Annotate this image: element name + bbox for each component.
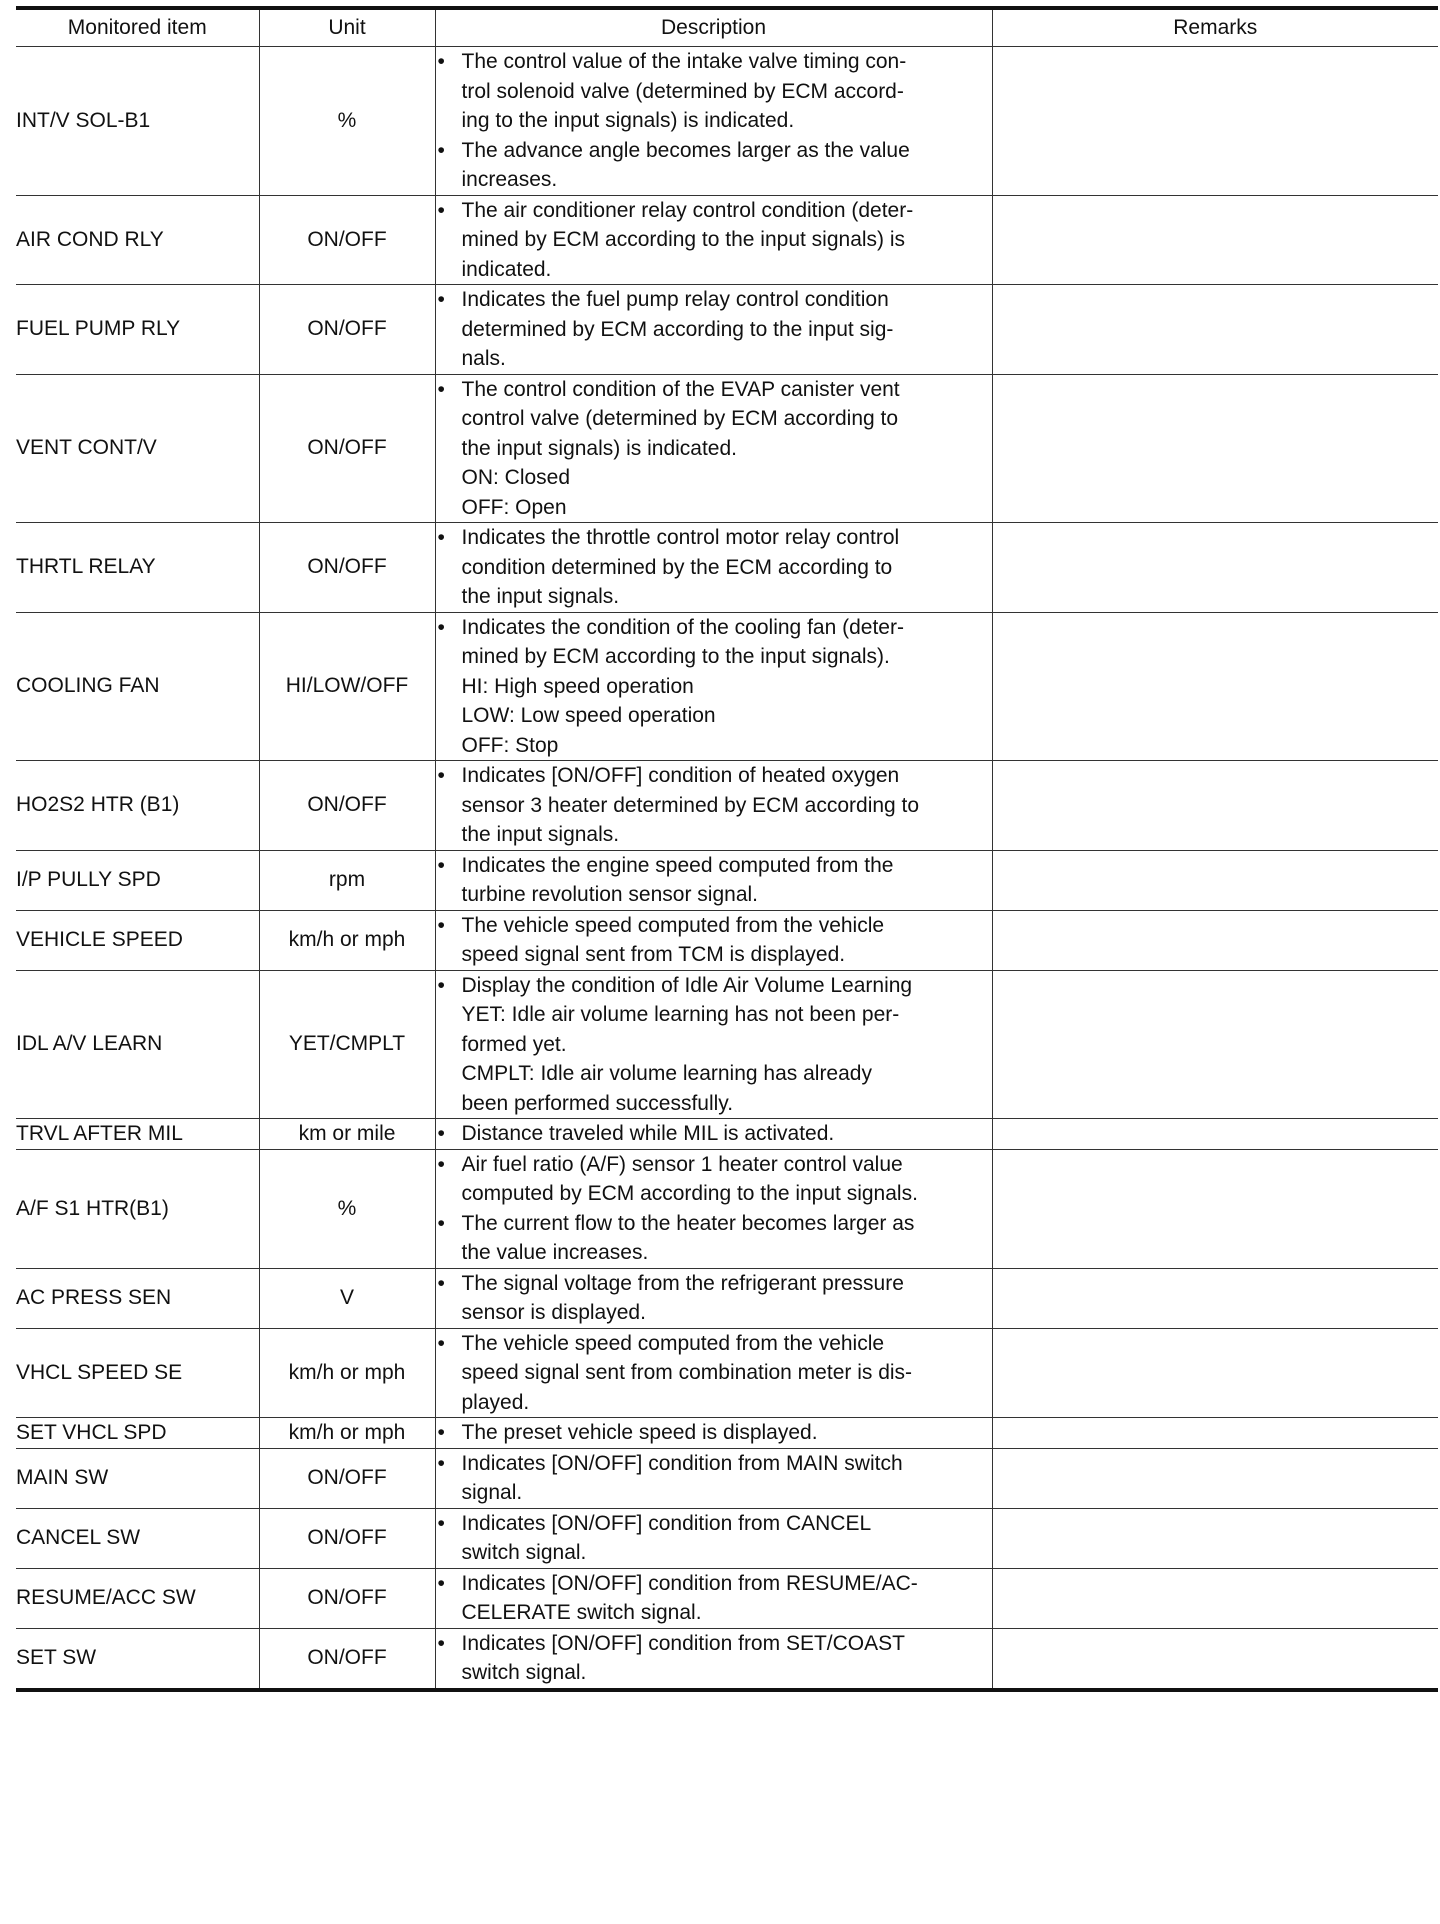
remarks-cell	[992, 850, 1438, 910]
description-line: mined by ECM according to the input signals).	[461, 645, 890, 668]
description-bullet-line: • The control condition of the EVAP canister vent	[436, 375, 992, 405]
description-line: speed signal sent from combination meter is dis-	[461, 1361, 913, 1384]
table-row	[16, 374, 1438, 523]
remarks-cell	[992, 285, 1438, 375]
monitored-item-cell: VENT CONT/V	[16, 374, 259, 523]
remarks-cell	[992, 195, 1438, 285]
description-line: HI: High speed operation	[461, 674, 694, 698]
description-bullet-line: • Indicates [ON/OFF] condition from CANCEL	[436, 1509, 992, 1539]
description-cell	[435, 761, 992, 851]
table-row	[16, 850, 1438, 910]
monitored-item-cell: VEHICLE SPEED	[16, 910, 259, 970]
monitored-item-cell: AC PRESS SEN	[16, 1268, 259, 1328]
description-bullet-line: • The vehicle speed computed from the vehicle	[436, 911, 992, 941]
description-line: YET: Idle air volume learning has not been per-	[461, 1003, 900, 1026]
table-row	[16, 1268, 1438, 1328]
monitored-item-cell: VHCL SPEED SE	[16, 1328, 259, 1418]
description-line: computed by ECM according to the input signals.	[461, 1182, 918, 1205]
monitored-item-cell: A/F S1 HTR(B1)	[16, 1149, 259, 1268]
unit-cell: km/h or mph	[259, 910, 435, 970]
description-line: OFF: Open	[461, 495, 567, 519]
description-bullet-line: • The advance angle becomes larger as the value	[436, 136, 992, 166]
description-line: sensor is displayed.	[461, 1301, 646, 1324]
description-bullet-line: • Indicates the fuel pump relay control condition	[436, 285, 992, 315]
description-bullet-line: • Indicates [ON/OFF] condition from SET/COAST	[436, 1629, 992, 1659]
monitored-item-cell: TRVL AFTER MIL	[16, 1119, 259, 1150]
description-cell	[435, 1448, 992, 1508]
description-bullet-line: • The current flow to the heater becomes larger as	[436, 1209, 992, 1239]
description-bullet-line: • The air conditioner relay control condition (deter-	[436, 196, 992, 226]
description-cell	[435, 1418, 992, 1449]
description-bullet-line: • Indicates the throttle control motor relay control	[436, 523, 992, 553]
table-row	[16, 970, 1438, 1119]
description-line: ON: Closed	[461, 466, 571, 489]
header-unit: Unit	[259, 8, 435, 47]
monitored-item-cell: IDL A/V LEARN	[16, 970, 259, 1119]
table-row	[16, 47, 1438, 196]
unit-cell: ON/OFF	[259, 374, 435, 523]
monitored-item-cell: INT/V SOL-B1	[16, 47, 259, 196]
remarks-cell	[992, 761, 1438, 851]
monitored-item-cell: SET SW	[16, 1628, 259, 1690]
unit-cell: V	[259, 1268, 435, 1328]
description-line: the value increases.	[461, 1241, 649, 1264]
unit-cell: %	[259, 47, 435, 196]
description-bullet-line: • Air fuel ratio (A/F) sensor 1 heater control value	[436, 1150, 992, 1180]
description-bullet-line: • Indicates the condition of the cooling fan (deter-	[436, 613, 992, 643]
monitored-item-cell: HO2S2 HTR (B1)	[16, 761, 259, 851]
description-bullet-line: • Distance traveled while MIL is activated.	[436, 1119, 992, 1149]
monitored-item-cell: I/P PULLY SPD	[16, 850, 259, 910]
monitor-table-container	[16, 6, 1438, 1692]
remarks-cell	[992, 1418, 1438, 1449]
description-line: speed signal sent from TCM is displayed.	[461, 943, 846, 966]
header-remarks: Remarks	[992, 8, 1438, 47]
monitored-item-cell: CANCEL SW	[16, 1508, 259, 1568]
table-row	[16, 1508, 1438, 1568]
description-line: ing to the input signals) is indicated.	[461, 109, 795, 132]
remarks-cell	[992, 612, 1438, 761]
table-row	[16, 761, 1438, 851]
unit-cell: km/h or mph	[259, 1328, 435, 1418]
table-row	[16, 1149, 1438, 1268]
header-row	[16, 8, 1438, 47]
description-cell	[435, 1328, 992, 1418]
description-line: the input signals.	[461, 823, 620, 846]
description-line: indicated.	[461, 257, 552, 281]
unit-cell: ON/OFF	[259, 1448, 435, 1508]
description-bullet-line: • The vehicle speed computed from the vehicle	[436, 1329, 992, 1359]
table-row	[16, 612, 1438, 761]
description-line: OFF: Stop	[461, 733, 559, 757]
description-bullet-line: • Indicates [ON/OFF] condition of heated oxygen	[436, 761, 992, 791]
description-bullet-line: • The control value of the intake valve timing con-	[436, 47, 992, 77]
description-line: trol solenoid valve (determined by ECM accord-	[461, 79, 904, 103]
unit-cell: ON/OFF	[259, 1568, 435, 1628]
description-cell	[435, 195, 992, 285]
unit-cell: ON/OFF	[259, 761, 435, 851]
remarks-cell	[992, 910, 1438, 970]
monitored-item-cell: THRTL RELAY	[16, 523, 259, 613]
table-body	[16, 47, 1438, 1690]
description-line: been performed successfully.	[461, 1091, 734, 1115]
remarks-cell	[992, 1268, 1438, 1328]
table-row	[16, 195, 1438, 285]
description-line: control valve (determined by ECM according to	[461, 407, 899, 430]
unit-cell: HI/LOW/OFF	[259, 612, 435, 761]
unit-cell: %	[259, 1149, 435, 1268]
remarks-cell	[992, 1568, 1438, 1628]
description-cell	[435, 850, 992, 910]
table-header	[16, 8, 1438, 47]
table-row	[16, 285, 1438, 375]
description-cell	[435, 1149, 992, 1268]
table-row	[16, 910, 1438, 970]
unit-cell: ON/OFF	[259, 1628, 435, 1690]
description-cell	[435, 523, 992, 613]
remarks-cell	[992, 1448, 1438, 1508]
table-row	[16, 1568, 1438, 1628]
unit-cell: km or mile	[259, 1119, 435, 1150]
description-line: the input signals.	[461, 585, 620, 608]
description-line: turbine revolution sensor signal.	[461, 883, 759, 906]
description-cell	[435, 1119, 992, 1150]
description-bullet-line: • Indicates [ON/OFF] condition from RESUME/AC-	[436, 1569, 992, 1599]
monitored-item-cell: FUEL PUMP RLY	[16, 285, 259, 375]
description-line: sensor 3 heater determined by ECM according to	[461, 793, 920, 817]
unit-cell: ON/OFF	[259, 195, 435, 285]
description-cell	[435, 910, 992, 970]
description-bullet-line: • The preset vehicle speed is displayed.	[436, 1418, 992, 1448]
description-cell	[435, 1568, 992, 1628]
description-cell	[435, 612, 992, 761]
table-row	[16, 1119, 1438, 1150]
unit-cell: ON/OFF	[259, 1508, 435, 1568]
description-cell	[435, 374, 992, 523]
description-bullet-line: • Indicates the engine speed computed from the	[436, 851, 992, 881]
remarks-cell	[992, 1628, 1438, 1690]
description-line: determined by ECM according to the input sig-	[461, 317, 894, 341]
unit-cell: ON/OFF	[259, 285, 435, 375]
unit-cell: ON/OFF	[259, 523, 435, 613]
description-bullet-line: • The signal voltage from the refrigerant pressure	[436, 1269, 992, 1299]
unit-cell: YET/CMPLT	[259, 970, 435, 1119]
description-line: formed yet.	[461, 1032, 567, 1056]
header-monitored-item: Monitored item	[16, 8, 259, 47]
description-cell	[435, 1628, 992, 1690]
remarks-cell	[992, 1508, 1438, 1568]
description-cell	[435, 1508, 992, 1568]
monitored-item-cell: MAIN SW	[16, 1448, 259, 1508]
description-line: played.	[461, 1390, 530, 1414]
monitored-item-cell: SET VHCL SPD	[16, 1418, 259, 1449]
table-row	[16, 1628, 1438, 1690]
description-line: the input signals) is indicated.	[461, 436, 737, 460]
description-bullet-line: • Indicates [ON/OFF] condition from MAIN switch	[436, 1449, 992, 1479]
description-line: CELERATE switch signal.	[461, 1601, 702, 1624]
header-description: Description	[435, 8, 992, 47]
table-row	[16, 1328, 1438, 1418]
remarks-cell	[992, 523, 1438, 613]
remarks-cell	[992, 1149, 1438, 1268]
table-row	[16, 1448, 1438, 1508]
description-line: condition determined by the ECM according to	[461, 555, 893, 579]
monitored-item-cell: COOLING FAN	[16, 612, 259, 761]
table-row	[16, 523, 1438, 613]
description-cell	[435, 47, 992, 196]
monitored-item-cell: RESUME/ACC SW	[16, 1568, 259, 1628]
remarks-cell	[992, 970, 1438, 1119]
description-bullet-line: • Display the condition of Idle Air Volume Learning	[436, 971, 992, 1001]
monitored-items-table	[16, 6, 1438, 1692]
description-line: switch signal.	[461, 1541, 587, 1564]
monitored-item-cell: AIR COND RLY	[16, 195, 259, 285]
description-line: mined by ECM according to the input signals) is	[461, 228, 906, 251]
description-cell	[435, 285, 992, 375]
remarks-cell	[992, 374, 1438, 523]
unit-cell: km/h or mph	[259, 1418, 435, 1449]
table-row	[16, 1418, 1438, 1449]
description-line: switch signal.	[461, 1661, 587, 1684]
remarks-cell	[992, 1328, 1438, 1418]
description-cell	[435, 1268, 992, 1328]
remarks-cell	[992, 47, 1438, 196]
description-cell	[435, 970, 992, 1119]
description-line: CMPLT: Idle air volume learning has already	[461, 1062, 872, 1085]
description-line: LOW: Low speed operation	[461, 704, 716, 727]
description-line: increases.	[461, 168, 558, 191]
description-line: nals.	[461, 347, 506, 370]
remarks-cell	[992, 1119, 1438, 1150]
unit-cell: rpm	[259, 850, 435, 910]
description-line: signal.	[461, 1481, 523, 1504]
